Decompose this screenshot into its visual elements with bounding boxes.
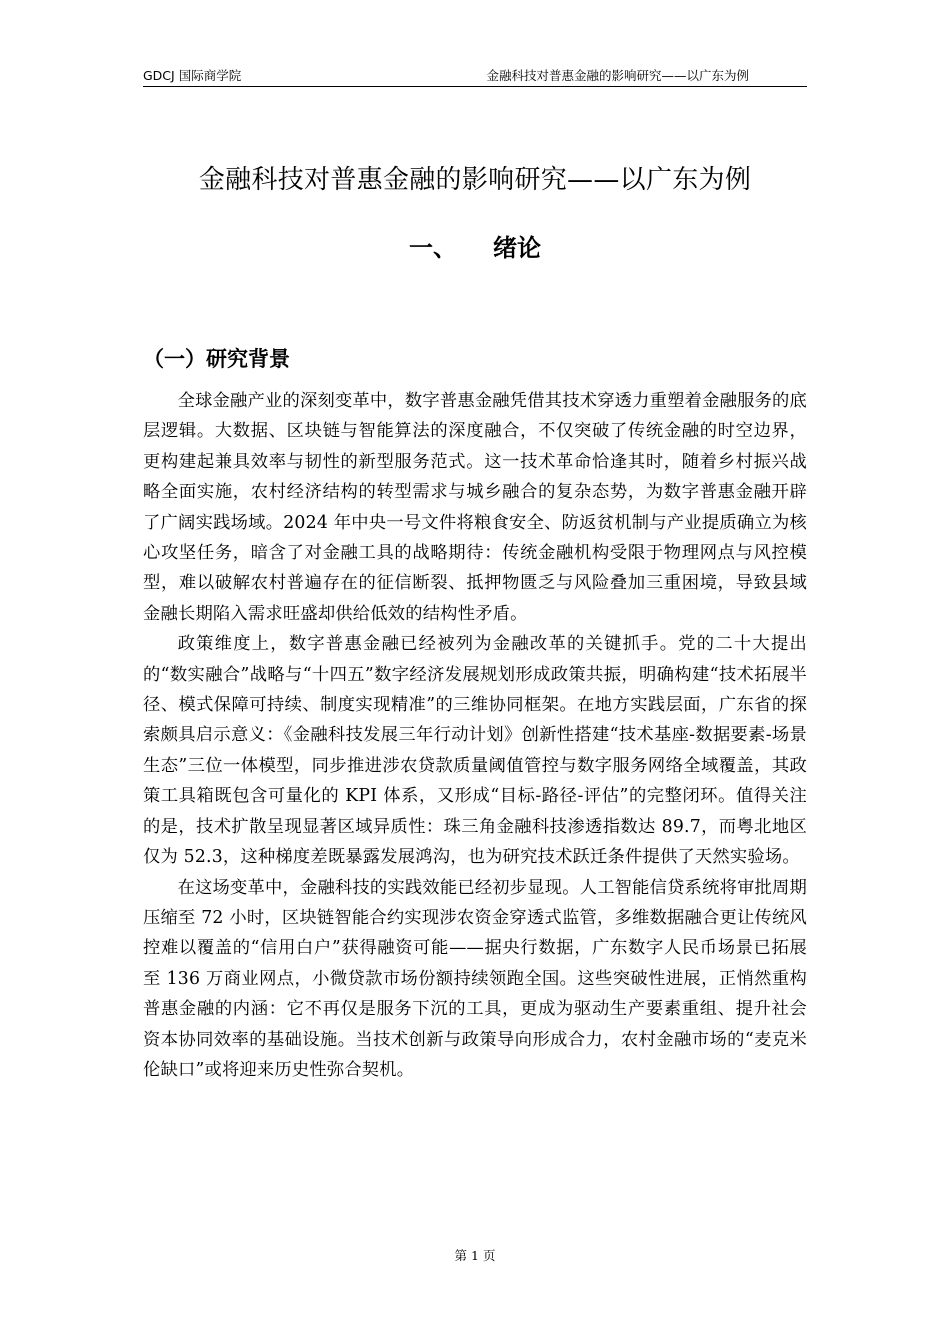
section-heading: （一）研究背景 xyxy=(143,347,290,371)
page-number: 第 1 页 xyxy=(454,1248,496,1263)
page-header xyxy=(143,68,807,87)
paragraph: 在这场变革中，金融科技的实践效能已经初步显现。人工智能信贷系统将审批周期压缩至 72 小时，区块链智能合约实现涉农资金穿透式监管，多维数据融合更让传统风控难以覆盖的“信用白户”获得融资可能——据央行数据，广东数字人民币场景已拓展至 136 万商业网点，小微贷款市场份额持续领跑全国。这些突破性进展，正悄然重构普惠金融的内涵：它不再仅是服务下沉的工具，更成为驱动生产要素重组、提升社会资本协同效率的基础设施。当技术创新与政策导向形成合力，农村金融市场的“麦克米伦缺口”或将迎来历史性弥合契机。 xyxy=(143,877,807,1080)
chapter-number: 一、 xyxy=(409,234,457,262)
chapter-title: 绪论 xyxy=(493,234,541,262)
body-text xyxy=(143,386,807,1085)
chapter-heading xyxy=(143,228,807,268)
document-title: 金融科技对普惠金融的影响研究——以广东为例 xyxy=(198,165,752,195)
header-institution: GDCJ 国际商学院 xyxy=(143,68,242,83)
header-running-title: 金融科技对普惠金融的影响研究——以广东为例 xyxy=(486,68,749,83)
paragraph: 政策维度上，数字普惠金融已经被列为金融改革的关键抓手。党的二十大提出的“数实融合”战略与“十四五”数字经济发展规划形成政策共振，明确构建“技术拓展半径、模式保障可持续、制度实现精准”的三维协同框架。在地方实践层面，广东省的探索颇具启示意义：《金融科技发展三年行动计划》创新性搭建“技术基座-数据要素-场景生态”三位一体模型，同步推进涉农贷款质量阈值管控与数字服务网络全域覆盖，其政策工具箱既包含可量化的 KPI 体系，又形成“目标-路径-评估”的完整闭环。值得关注的是，技术扩散呈现显著区域异质性：珠三角金融科技渗透指数达 89.7，而粤北地区仅为 52.3，这种梯度差既暴露发展鸿沟，也为研究技术跃迁条件提供了天然实验场。 xyxy=(143,634,807,868)
paragraph: 全球金融产业的深刻变革中，数字普惠金融凭借其技术穿透力重塑着金融服务的底层逻辑。大数据、区块链与智能算法的深度融合，不仅突破了传统金融的时空边界，更构建起兼具效率与韧性的新型服务范式。这一技术革命恰逢其时，随着乡村振兴战略全面实施，农村经济结构的转型需求与城乡融合的复杂态势，为数字普惠金融开辟了广阔实践场域。2024 年中央一号文件将粮食安全、防返贫机制与产业提质确立为核心攻坚任务，暗含了对金融工具的战略期待：传统金融机构受限于物理网点与风控模型，难以破解农村普遍存在的征信断裂、抵押物匮乏与风险叠加三重困境，导致县域金融长期陷入需求旺盛却供给低效的结构性矛盾。 xyxy=(143,391,807,624)
